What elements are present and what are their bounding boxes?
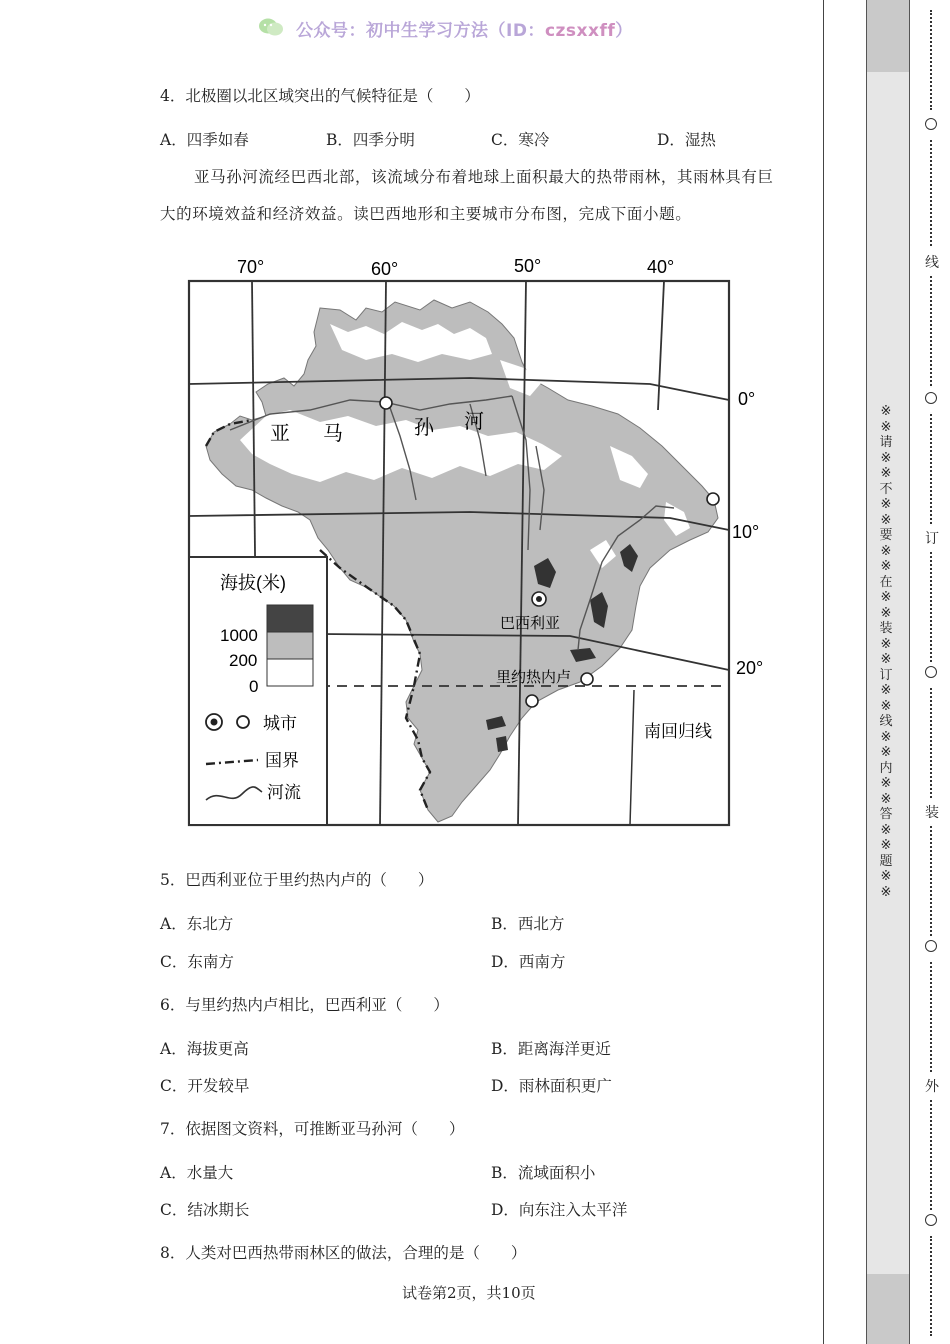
river-char-3: 孙: [414, 417, 434, 439]
lon-label-60: 60°: [371, 259, 399, 279]
no-answer-notice: ※※请※※不※※要※※在※※装※※订※※线※※内※※答※※题※※: [879, 404, 893, 900]
binding-mark-order: 订: [925, 531, 939, 547]
lon-label-50: 50°: [514, 256, 542, 276]
binding-dots: [930, 140, 935, 246]
binding-hole: [925, 392, 937, 404]
legend-level-1000: 1000: [220, 626, 258, 645]
legend-city: 城市: [263, 714, 297, 733]
margin-rule-outer: [823, 0, 824, 1344]
watermark-prefix: 公众号：初中生学习方法（ID：: [296, 21, 545, 41]
margin-rule-right: [909, 0, 910, 1344]
intro-line-1: 亚马孙河流经巴西北部，该流域分布着地球上面积最大的热带雨林，其雨林具有巨: [194, 168, 774, 186]
margin-shade-top: [866, 0, 910, 72]
brazil-map: [170, 250, 770, 830]
river-char-4: 河: [464, 411, 484, 433]
intro-line-2: 大的环境效益和经济效益。读巴西地形和主要城市分布图，完成下面小题。: [160, 205, 692, 223]
q5-option-a: A．东北方: [160, 915, 234, 933]
q6-option-c: C．开发较早: [160, 1077, 250, 1095]
q5-option-c: C．东南方: [160, 953, 234, 971]
binding-mark-line: 线: [925, 255, 939, 271]
city-marker-east: [707, 493, 719, 505]
q4-option-a: A．四季如春: [160, 131, 249, 149]
binding-dots: [930, 276, 935, 386]
lat-label-0: 0°: [738, 389, 756, 409]
lon-label-40: 40°: [647, 257, 675, 277]
q5-option-d: D．西南方: [491, 953, 566, 971]
q4-option-b: B．四季分明: [326, 131, 415, 149]
watermark: [296, 16, 633, 41]
lat-label-10: 10°: [732, 522, 760, 542]
q6-stem: 6．与里约热内卢相比，巴西利亚（ ）: [160, 996, 449, 1014]
margin-rule-left: [866, 0, 867, 1344]
binding-mark-install: 装: [925, 805, 939, 821]
q6-option-d: D．雨林面积更广: [491, 1077, 612, 1095]
legend-river: 河流: [267, 783, 301, 802]
binding-mark-outer: 外: [925, 1079, 939, 1095]
q7-option-b: B．流域面积小: [491, 1164, 596, 1182]
tropic-label: 南回归线: [644, 722, 712, 741]
binding-dots: [930, 414, 935, 524]
binding-dots: [930, 688, 935, 798]
city-label-rio: 里约热内卢: [496, 669, 572, 686]
binding-hole: [925, 1214, 937, 1226]
q7-option-c: C．结冰期长: [160, 1201, 250, 1219]
watermark-suffix: ）: [615, 21, 633, 41]
map-legend: [189, 557, 327, 825]
river-char-1: 亚: [270, 423, 290, 445]
river-char-2: 马: [323, 423, 343, 445]
legend-border: 国界: [265, 751, 299, 770]
q5-option-b: B．西北方: [491, 915, 565, 933]
binding-dots: [930, 962, 935, 1072]
q4-option-d: D．湿热: [657, 131, 716, 149]
wechat-icon: [258, 17, 284, 37]
q7-stem: 7．依据图文资料，可推断亚马孙河（ ）: [160, 1120, 465, 1138]
q6-option-a: A．海拔更高: [160, 1040, 249, 1058]
lat-label-20: 20°: [736, 658, 764, 678]
city-label-brasilia: 巴西利亚: [500, 615, 561, 632]
q7-option-d: D．向东注入太平洋: [491, 1201, 628, 1219]
legend-level-0: 0: [249, 677, 259, 696]
binding-dots: [930, 552, 935, 662]
binding-hole: [925, 118, 937, 130]
watermark-id: czsxxff: [544, 21, 616, 41]
legend-title: 海拔(米): [220, 573, 286, 593]
binding-hole: [925, 666, 937, 678]
legend-level-200: 200: [229, 651, 258, 670]
rio-marker: [581, 673, 593, 685]
q5-stem: 5．巴西利亚位于里约热内卢的（ ）: [160, 871, 434, 889]
binding-dots: [930, 826, 935, 936]
page-footer: 试卷第2页，共10页: [402, 1284, 536, 1302]
city-marker-north: [380, 397, 392, 409]
q4-stem: 4．北极圈以北区域突出的气候特征是（ ）: [160, 87, 480, 105]
q4-option-c: C．寒冷: [491, 131, 550, 149]
binding-dots: [930, 10, 935, 110]
q6-option-b: B．距离海洋更近: [491, 1040, 611, 1058]
binding-dots: [930, 1100, 935, 1210]
q7-option-a: A．水量大: [160, 1164, 234, 1182]
margin-shade-bottom: [866, 1274, 910, 1344]
q8-stem: 8．人类对巴西热带雨林区的做法，合理的是（ ）: [160, 1244, 527, 1262]
lon-label-70: 70°: [237, 257, 265, 277]
binding-dots: [930, 1236, 935, 1336]
city-marker-south: [526, 695, 538, 707]
binding-hole: [925, 940, 937, 952]
